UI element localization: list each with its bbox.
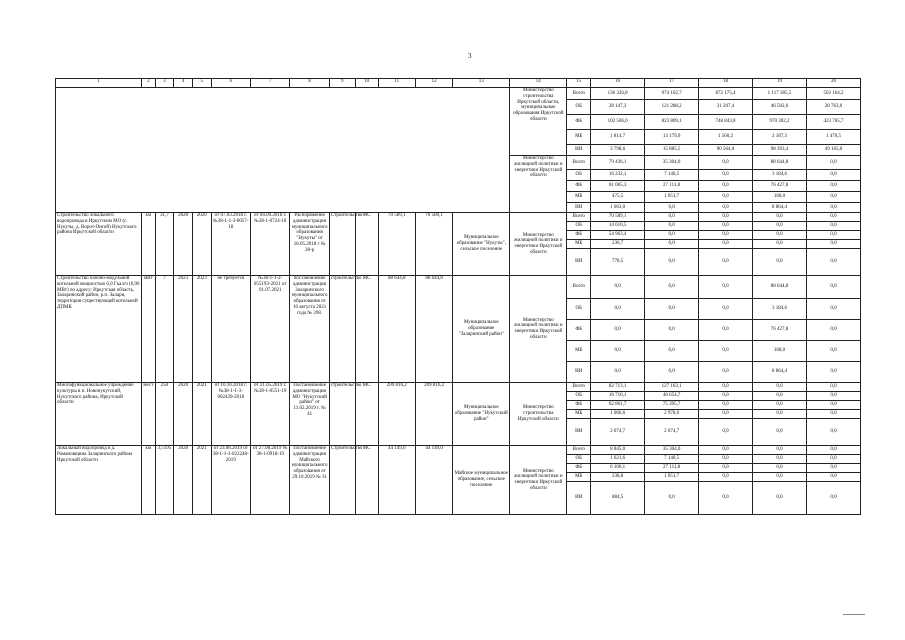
value-cell: 49 165,0	[806, 145, 860, 156]
value-cell: 0,0	[753, 464, 807, 473]
project-unit: мВт	[142, 276, 155, 383]
project-ministry: Министерство жилищной политики и энергетики Иркутской области	[510, 446, 567, 515]
value-cell: 0,0	[806, 410, 860, 419]
value-cell: 0,0	[806, 203, 860, 213]
value-cell: 2 978,0	[645, 410, 699, 419]
header-cell: 15	[567, 79, 591, 88]
value-cell: 748 843,8	[699, 115, 753, 130]
value-cell: 0,0	[753, 213, 807, 222]
value-cell: 0,0	[645, 482, 699, 515]
project-start-year: 2023	[174, 276, 193, 383]
header-cell: 6	[211, 79, 250, 88]
project-permit: от 21.05.2019 г. №38-1-0551-19	[251, 383, 290, 446]
project-ownership: МС	[355, 276, 378, 383]
value-cell: 16 232,1	[591, 170, 645, 181]
value-cell: 778,5	[591, 249, 645, 276]
value-cell: 0,0	[806, 446, 860, 455]
project-end-year: 2021	[192, 446, 211, 515]
value-cell: 0,0	[645, 299, 699, 320]
value-cell: 0,0	[645, 276, 699, 299]
value-cell: 1 560,2	[699, 130, 753, 145]
header-cell: 4	[174, 79, 193, 88]
value-cell: 423 765,7	[806, 115, 860, 130]
project-remaining-cost: 44 149,0	[415, 446, 452, 515]
value-cell: 0,0	[699, 464, 753, 473]
value-cell: 1 621,6	[591, 455, 645, 464]
header-cell: 11	[378, 79, 415, 88]
value-cell: 0,0	[591, 320, 645, 341]
value-cell: 8 864,4	[753, 203, 807, 213]
value-cell: 1 470,5	[806, 130, 860, 145]
value-cell: 0,0	[699, 392, 753, 401]
value-cell: 0,0	[699, 455, 753, 464]
value-cell: 8 864,4	[753, 362, 807, 383]
header-cell: 13	[453, 79, 510, 88]
project-expertise: от 07.03.2018 г. №38-1-1-3-0057-18	[211, 213, 250, 276]
source-cell: ФБ	[567, 231, 591, 240]
project-work-type: Строительство	[329, 446, 355, 515]
value-cell: 7 140,5	[645, 455, 699, 464]
value-cell: 7 140,5	[645, 170, 699, 181]
value-cell: 168,0	[753, 341, 807, 362]
project-capacity: 7	[155, 276, 174, 383]
value-cell: 0,0	[806, 222, 860, 231]
project-cost: 70 589,1	[378, 213, 415, 276]
value-cell: 0,0	[753, 401, 807, 410]
project-unit: км	[142, 213, 155, 276]
source-cell: МБ	[567, 130, 591, 145]
value-cell: 0,0	[806, 362, 860, 383]
value-cell: 6 100,1	[591, 464, 645, 473]
header-cell: 12	[415, 79, 452, 88]
value-cell: 0,0	[806, 156, 860, 170]
project-start-year: 2020	[174, 446, 193, 515]
value-cell: 0,0	[753, 473, 807, 482]
value-cell: 0,0	[699, 240, 753, 249]
header-cell: 10	[355, 79, 378, 88]
project-unit: мест	[142, 383, 155, 446]
value-cell: 28 147,3	[591, 100, 645, 115]
value-cell: 88 644,8	[753, 156, 807, 170]
value-cell: 0,0	[753, 231, 807, 240]
value-cell: 0,0	[699, 203, 753, 213]
source-cell: МБ	[567, 473, 591, 482]
value-cell: 62 861,7	[591, 401, 645, 410]
source-cell: ФБ	[567, 320, 591, 341]
value-cell: 0,0	[699, 299, 753, 320]
project-ownership: МС	[355, 446, 378, 515]
value-cell: 0,0	[699, 383, 753, 392]
value-cell: 0,0	[806, 473, 860, 482]
investment-table	[55, 78, 861, 515]
project-row	[56, 446, 861, 455]
source-cell: ФБ	[567, 464, 591, 473]
value-cell: 0,0	[645, 203, 699, 213]
value-cell: 0,0	[806, 213, 860, 222]
value-cell: 0,0	[806, 249, 860, 276]
value-cell: 0,0	[699, 249, 753, 276]
value-cell: 27 111,8	[645, 464, 699, 473]
value-cell: 16 710,1	[591, 392, 645, 401]
project-decision: Постановление администрации МО "Нукутский район" от 11.02.2019 г. № 41	[290, 383, 329, 446]
summary-row	[56, 88, 861, 100]
source-cell: ИИ	[567, 362, 591, 383]
value-cell: 0,0	[699, 222, 753, 231]
value-cell: 0,0	[699, 482, 753, 515]
project-unit: км	[142, 446, 155, 515]
value-cell: 0,0	[753, 249, 807, 276]
header-cell: 16	[591, 79, 645, 88]
value-cell: 0,0	[806, 181, 860, 192]
value-cell: 0,0	[699, 446, 753, 455]
source-cell: МБ	[567, 192, 591, 203]
project-row	[56, 213, 861, 222]
header-cell: 17	[645, 79, 699, 88]
value-cell: 0,0	[806, 276, 860, 299]
value-cell: 823 809,1	[645, 115, 699, 130]
value-cell: 61 065,3	[591, 181, 645, 192]
value-cell: 0,0	[699, 341, 753, 362]
source-cell: Всего	[567, 88, 591, 100]
value-cell: 0,0	[806, 341, 860, 362]
header-cell: 5	[192, 79, 211, 88]
value-cell: 0,0	[753, 240, 807, 249]
value-cell: 168,0	[753, 192, 807, 203]
project-ownership: МС	[355, 213, 378, 276]
value-cell: 90 564,0	[699, 145, 753, 156]
project-work-type: Строительство	[329, 213, 355, 276]
value-cell: 0,0	[591, 299, 645, 320]
project-ownership: МС	[355, 383, 378, 446]
project-customer: Муниципальное образование "Нукуты", сельское поселение	[453, 213, 510, 276]
value-cell: 27 111,8	[645, 181, 699, 192]
value-cell: 0,0	[806, 392, 860, 401]
project-cost: 88 644,8	[378, 276, 415, 383]
value-cell: 0,0	[645, 320, 699, 341]
value-cell: 0,0	[753, 383, 807, 392]
project-name: Строительство блочно-модульной котельной мощностью 6,0 Гкал/ч (6,96 МВт) по адресу: Иркутская область, Заларинский район, р.п. Залари, территория существующей котельной ДПМК	[56, 276, 142, 383]
value-cell: 0,0	[806, 231, 860, 240]
source-cell: МБ	[567, 410, 591, 419]
project-capacity: 31,7	[155, 213, 174, 276]
value-cell: 0,0	[806, 192, 860, 203]
value-cell: 0,0	[806, 419, 860, 446]
value-cell: 236,7	[591, 240, 645, 249]
value-cell: 0,0	[591, 362, 645, 383]
value-cell: 0,0	[699, 401, 753, 410]
source-cell: ФБ	[567, 115, 591, 130]
header-cell: 18	[699, 79, 753, 88]
value-cell: 0,0	[699, 192, 753, 203]
project-end-year: 2020	[192, 213, 211, 276]
project-work-type: строительство	[329, 276, 355, 383]
value-cell: 503 164,2	[806, 88, 860, 100]
project-name: Многофункциональное учреждение культуры в п. Новонукутский, Нукутского района, Иркутской области	[56, 383, 142, 446]
header-cell: 9	[329, 79, 355, 88]
source-cell: ОБ	[567, 299, 591, 320]
header-row	[56, 79, 861, 88]
project-permit: №38-1-1-2-055193-2021 от 01.07.2021	[251, 276, 290, 383]
value-cell: 8 845,0	[591, 446, 645, 455]
project-capacity: 3,5195	[155, 446, 174, 515]
value-cell: 46 654,7	[645, 392, 699, 401]
value-cell: 0,0	[806, 464, 860, 473]
value-cell: 0,0	[699, 320, 753, 341]
value-cell: 0,0	[645, 213, 699, 222]
value-cell: 0,0	[645, 222, 699, 231]
project-decision: Распоряжение администрации муниципального образования "Нукуты" от 18.05.2018 г № 28-р	[290, 213, 329, 276]
value-cell: 0,0	[699, 156, 753, 170]
source-cell: ОБ	[567, 392, 591, 401]
value-cell: 0,0	[699, 276, 753, 299]
source-cell: Всего	[567, 276, 591, 299]
value-cell: 54 963,4	[591, 231, 645, 240]
value-cell: 76 427,8	[753, 181, 807, 192]
source-cell: ОБ	[567, 170, 591, 181]
value-cell: 0,0	[806, 320, 860, 341]
source-cell: ИИ	[567, 249, 591, 276]
project-customer: Майское муниципальное образование, сельское поселение	[453, 446, 510, 515]
source-cell: Всего	[567, 213, 591, 222]
project-start-year: 2020	[174, 213, 193, 276]
value-cell: 3 184,6	[753, 299, 807, 320]
value-cell: 0,0	[699, 231, 753, 240]
value-cell: 1 117 385,5	[753, 88, 807, 100]
value-cell: 35 304,0	[645, 156, 699, 170]
source-cell: ИИ	[567, 145, 591, 156]
value-cell: 127 103,1	[645, 383, 699, 392]
project-start-year: 2020	[174, 383, 193, 446]
value-cell: 3 184,6	[753, 170, 807, 181]
value-cell: 0,0	[699, 473, 753, 482]
value-cell: 0,0	[806, 455, 860, 464]
project-row	[56, 383, 861, 392]
project-ministry: Министерство строительства Иркутской области	[510, 383, 567, 446]
value-cell: 0,0	[806, 240, 860, 249]
header-cell: 8	[290, 79, 329, 88]
value-cell: 46 502,6	[753, 100, 807, 115]
value-cell: 0,0	[645, 231, 699, 240]
value-cell: 0,0	[699, 213, 753, 222]
ministry-construction: Министерство строительства Иркутской области, муниципальные образования Иркутской области	[510, 88, 567, 156]
value-cell: 1 814,7	[591, 130, 645, 145]
value-cell: 0,0	[699, 410, 753, 419]
value-cell: 70 589,1	[591, 213, 645, 222]
project-remaining-cost: 88 644,8	[415, 276, 452, 383]
source-cell: ФБ	[567, 181, 591, 192]
value-cell: 0,0	[591, 341, 645, 362]
header-cell: 3	[155, 79, 174, 88]
source-cell: ОБ	[567, 100, 591, 115]
project-ministry: Министерство жилищной политики и энергетики Иркутской области	[510, 213, 567, 276]
value-cell: 0,0	[699, 181, 753, 192]
empty-span	[56, 88, 510, 213]
value-cell: 0,0	[645, 240, 699, 249]
project-decision: Постановление администрации Майского муниципального образования от 29.10.2019 № 31	[290, 446, 329, 515]
value-cell: 872 175,4	[699, 88, 753, 100]
value-cell: 136 326,8	[591, 88, 645, 100]
value-cell: 0,0	[699, 419, 753, 446]
project-ministry: Министерство жилищной политики и энергетики Иркутской области	[510, 276, 567, 383]
value-cell: 3 798,6	[591, 145, 645, 156]
value-cell: 1 051,7	[645, 473, 699, 482]
ministry-housing: Министерство жилищной политики и энергетики Иркутской области	[510, 156, 567, 213]
value-cell: 76 427,8	[753, 320, 807, 341]
value-cell: 14 610,5	[591, 222, 645, 231]
value-cell: 238,8	[591, 473, 645, 482]
project-name: Строительство локального водопровода в Иркутском МО (с. Нукуты, д. Ворот-Онгой) Нукутского района Иркутской области	[56, 213, 142, 276]
source-cell: МБ	[567, 240, 591, 249]
value-cell: 974 162,7	[645, 88, 699, 100]
value-cell: 0,0	[645, 249, 699, 276]
project-expertise: от 10.10.2018 г. №38-1-1-3-002439-2018	[211, 383, 250, 446]
project-permit: от 27.08.2019 № 38-1-0918-19	[251, 446, 290, 515]
value-cell: 28 763,0	[806, 100, 860, 115]
value-cell: 88 644,8	[753, 276, 807, 299]
project-expertise: не требуется	[211, 276, 250, 383]
project-expertise: от 23.08.2019 от 38-1-1-3-022248-2019	[211, 446, 250, 515]
project-customer: Муниципальное образование "Заларинский район"	[453, 276, 510, 383]
source-cell: ОБ	[567, 455, 591, 464]
value-cell: 0,0	[753, 222, 807, 231]
page-number: 3	[468, 52, 472, 60]
value-cell: 0,0	[806, 482, 860, 515]
value-cell: 102 566,0	[591, 115, 645, 130]
value-cell: 0,0	[806, 401, 860, 410]
source-cell: ИИ	[567, 419, 591, 446]
project-end-year: 2021	[192, 383, 211, 446]
source-cell: ОБ	[567, 222, 591, 231]
value-cell: 121 288,2	[645, 100, 699, 115]
source-cell: Всего	[567, 156, 591, 170]
source-cell: МБ	[567, 341, 591, 362]
source-cell: Всего	[567, 446, 591, 455]
value-cell: 0,0	[753, 419, 807, 446]
value-cell: 0,0	[753, 482, 807, 515]
header-cell: 14	[510, 79, 567, 88]
project-customer: Муниципальное образование "Нукутский район"	[453, 383, 510, 446]
value-cell: 15 885,5	[645, 145, 699, 156]
value-cell: 79 436,1	[591, 156, 645, 170]
header-cell: 1	[56, 79, 142, 88]
value-cell: 970 302,2	[753, 115, 807, 130]
value-cell: 1 663,0	[591, 203, 645, 213]
value-cell: 0,0	[806, 383, 860, 392]
project-work-type: строительство	[329, 383, 355, 446]
project-cost: 209 816,2	[378, 383, 415, 446]
value-cell: 35 304,0	[645, 446, 699, 455]
source-cell: Всего	[567, 383, 591, 392]
source-cell: ФБ	[567, 401, 591, 410]
value-cell: 0,0	[753, 446, 807, 455]
source-cell: ИИ	[567, 203, 591, 213]
value-cell: 0,0	[806, 299, 860, 320]
value-cell: 884,5	[591, 482, 645, 515]
value-cell: 31 207,4	[699, 100, 753, 115]
project-capacity: 250	[155, 383, 174, 446]
project-decision: постановление администрации Заларинского муниципального образования от 10 августа 2021 года № 398.	[290, 276, 329, 383]
project-row	[56, 276, 861, 299]
header-cell: 2	[142, 79, 155, 88]
value-cell: 0,0	[753, 392, 807, 401]
header-cell: 19	[753, 79, 807, 88]
value-cell: 2 074,7	[591, 419, 645, 446]
project-name: Локальный водопровод в д. Романовщина Заларинского района Иркутской области	[56, 446, 142, 515]
value-cell: 0,0	[591, 276, 645, 299]
value-cell: 82 713,1	[591, 383, 645, 392]
header-cell: 20	[806, 79, 860, 88]
value-cell: 1 051,7	[645, 192, 699, 203]
project-cost: 44 149,0	[378, 446, 415, 515]
project-remaining-cost: 209 816,2	[415, 383, 452, 446]
value-cell: 98 393,4	[753, 145, 807, 156]
value-cell: 475,5	[591, 192, 645, 203]
project-remaining-cost: 70 589,1	[415, 213, 452, 276]
value-cell: 0,0	[753, 410, 807, 419]
project-end-year: 2023	[192, 276, 211, 383]
value-cell: 75 395,7	[645, 401, 699, 410]
value-cell: 13 179,9	[645, 130, 699, 145]
value-cell: 1 066,6	[591, 410, 645, 419]
value-cell: 0,0	[753, 455, 807, 464]
value-cell: 0,0	[699, 170, 753, 181]
source-cell: ИИ	[567, 482, 591, 515]
margin-mark	[843, 606, 865, 615]
value-cell: 2 187,3	[753, 130, 807, 145]
value-cell: 0,0	[699, 362, 753, 383]
value-cell: 0,0	[645, 341, 699, 362]
value-cell: 2 074,7	[645, 419, 699, 446]
project-permit: от 04.09.2018 г. №38-1-0724-18	[251, 213, 290, 276]
value-cell: 0,0	[806, 170, 860, 181]
header-cell: 7	[251, 79, 290, 88]
value-cell: 0,0	[645, 362, 699, 383]
